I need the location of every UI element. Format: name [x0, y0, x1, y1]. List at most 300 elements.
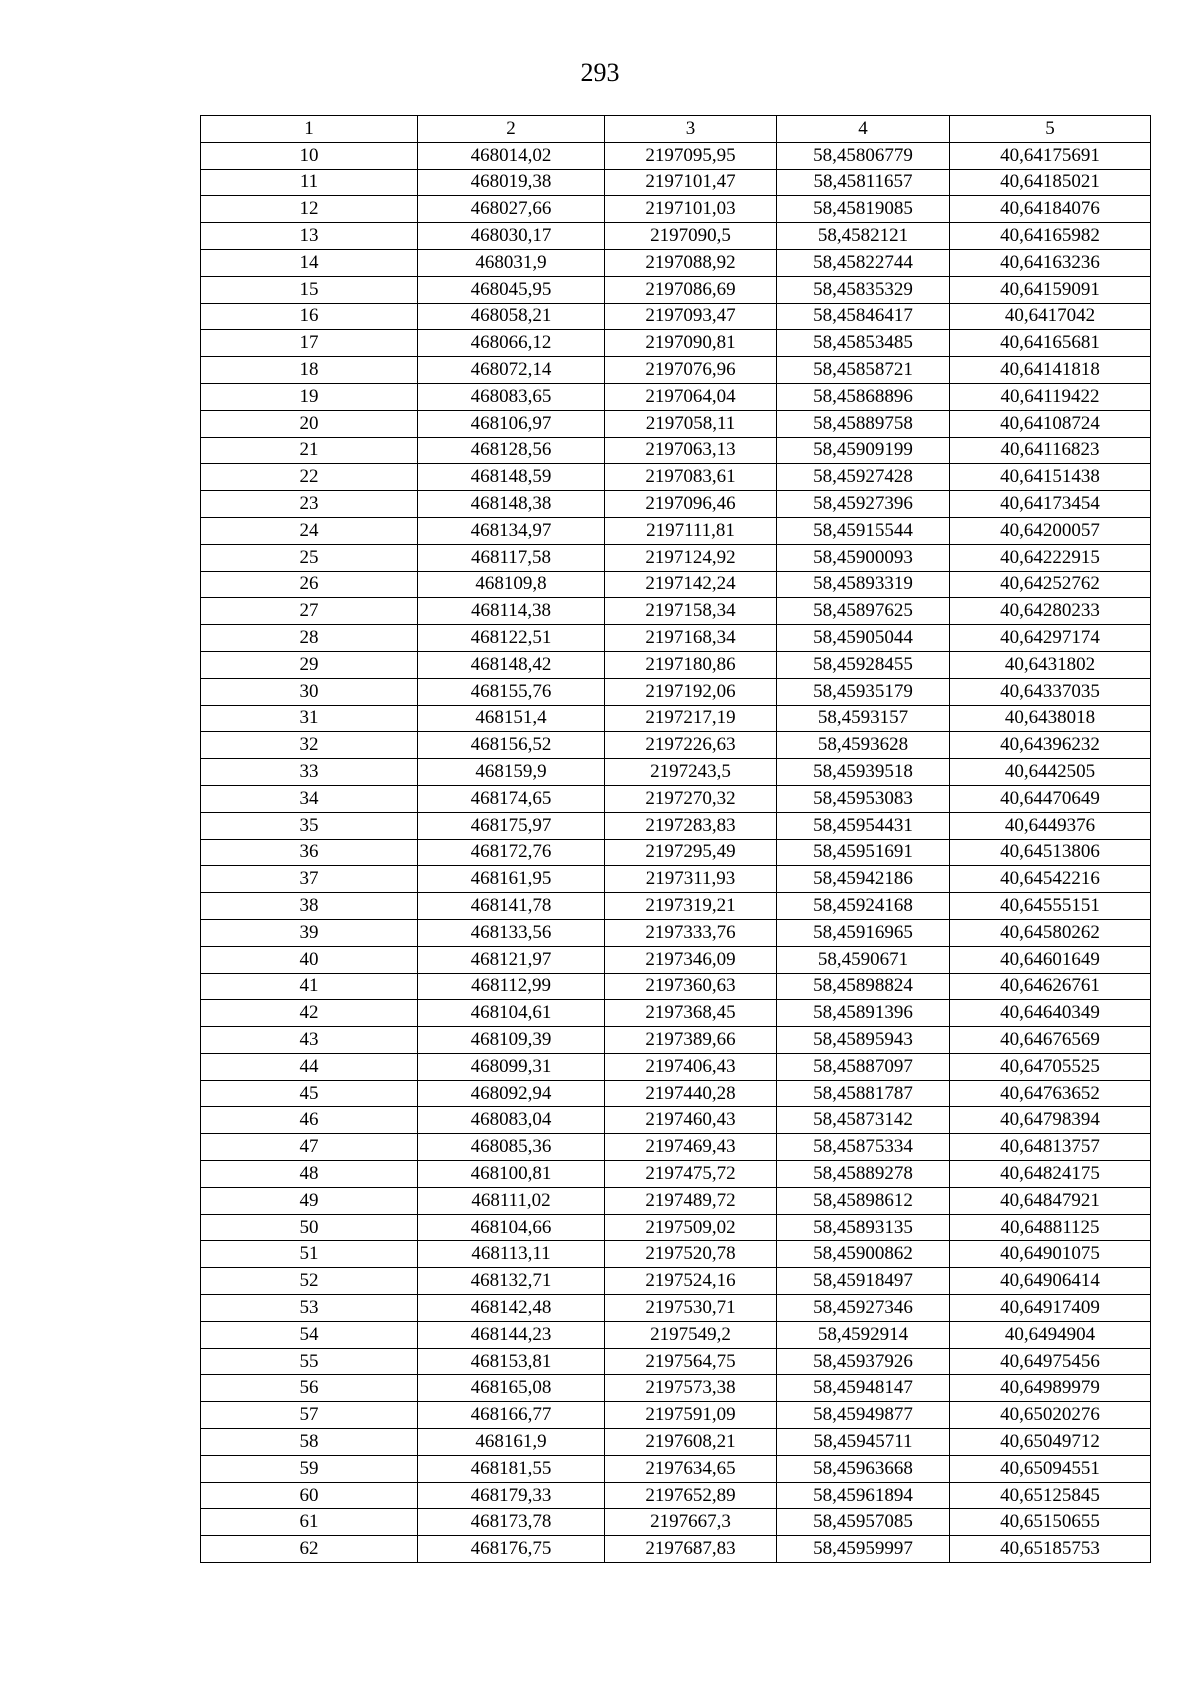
longitude-cell: 40,64989979 [950, 1375, 1151, 1402]
latitude-cell: 58,45897625 [777, 598, 950, 625]
x-coordinate-cell: 468030,17 [418, 223, 605, 250]
x-coordinate-cell: 468153,81 [418, 1348, 605, 1375]
longitude-cell: 40,64184076 [950, 196, 1151, 223]
point-number-cell: 14 [201, 249, 418, 276]
latitude-cell: 58,45961894 [777, 1482, 950, 1509]
point-number-cell: 43 [201, 1027, 418, 1054]
latitude-cell: 58,45806779 [777, 142, 950, 169]
point-number-cell: 11 [201, 169, 418, 196]
table-row [201, 491, 1151, 518]
x-coordinate-cell: 468128,56 [418, 437, 605, 464]
column-header-4: 4 [777, 116, 950, 143]
y-coordinate-cell: 2197549,2 [605, 1321, 777, 1348]
point-number-cell: 57 [201, 1402, 418, 1429]
point-number-cell: 12 [201, 196, 418, 223]
point-number-cell: 36 [201, 839, 418, 866]
y-coordinate-cell: 2197520,78 [605, 1241, 777, 1268]
x-coordinate-cell: 468104,66 [418, 1214, 605, 1241]
x-coordinate-cell: 468148,59 [418, 464, 605, 491]
longitude-cell: 40,64975456 [950, 1348, 1151, 1375]
x-coordinate-cell: 468109,39 [418, 1027, 605, 1054]
longitude-cell: 40,64297174 [950, 625, 1151, 652]
longitude-cell: 40,64151438 [950, 464, 1151, 491]
y-coordinate-cell: 2197101,03 [605, 196, 777, 223]
point-number-cell: 50 [201, 1214, 418, 1241]
point-number-cell: 28 [201, 625, 418, 652]
table-row [201, 893, 1151, 920]
x-coordinate-cell: 468031,9 [418, 249, 605, 276]
point-number-cell: 37 [201, 866, 418, 893]
longitude-cell: 40,64222915 [950, 544, 1151, 571]
longitude-cell: 40,6438018 [950, 705, 1151, 732]
latitude-cell: 58,45945711 [777, 1429, 950, 1456]
latitude-cell: 58,4593157 [777, 705, 950, 732]
y-coordinate-cell: 2197652,89 [605, 1482, 777, 1509]
x-coordinate-cell: 468148,42 [418, 651, 605, 678]
longitude-cell: 40,6449376 [950, 812, 1151, 839]
y-coordinate-cell: 2197389,66 [605, 1027, 777, 1054]
x-coordinate-cell: 468161,95 [418, 866, 605, 893]
x-coordinate-cell: 468092,94 [418, 1080, 605, 1107]
latitude-cell: 58,45889758 [777, 410, 950, 437]
longitude-cell: 40,65150655 [950, 1509, 1151, 1536]
table-row [201, 276, 1151, 303]
longitude-cell: 40,64163236 [950, 249, 1151, 276]
x-coordinate-cell: 468109,8 [418, 571, 605, 598]
latitude-cell: 58,4582121 [777, 223, 950, 250]
latitude-cell: 58,45924168 [777, 893, 950, 920]
x-coordinate-cell: 468085,36 [418, 1134, 605, 1161]
table-row [201, 1187, 1151, 1214]
table-row [201, 571, 1151, 598]
y-coordinate-cell: 2197311,93 [605, 866, 777, 893]
table-row [201, 437, 1151, 464]
table-row [201, 1053, 1151, 1080]
longitude-cell: 40,64165681 [950, 330, 1151, 357]
y-coordinate-cell: 2197090,81 [605, 330, 777, 357]
x-coordinate-cell: 468104,61 [418, 1000, 605, 1027]
longitude-cell: 40,64601649 [950, 946, 1151, 973]
x-coordinate-cell: 468112,99 [418, 973, 605, 1000]
point-number-cell: 42 [201, 1000, 418, 1027]
latitude-cell: 58,45895943 [777, 1027, 950, 1054]
table-row [201, 223, 1151, 250]
longitude-cell: 40,64640349 [950, 1000, 1151, 1027]
latitude-cell: 58,45893319 [777, 571, 950, 598]
point-number-cell: 52 [201, 1268, 418, 1295]
y-coordinate-cell: 2197368,45 [605, 1000, 777, 1027]
table-row [201, 1455, 1151, 1482]
y-coordinate-cell: 2197346,09 [605, 946, 777, 973]
x-coordinate-cell: 468144,23 [418, 1321, 605, 1348]
latitude-cell: 58,45887097 [777, 1053, 950, 1080]
longitude-cell: 40,65020276 [950, 1402, 1151, 1429]
longitude-cell: 40,64252762 [950, 571, 1151, 598]
x-coordinate-cell: 468176,75 [418, 1536, 605, 1563]
point-number-cell: 53 [201, 1295, 418, 1322]
y-coordinate-cell: 2197360,63 [605, 973, 777, 1000]
column-header-2: 2 [418, 116, 605, 143]
coordinates-table-body [201, 116, 1151, 1563]
table-row [201, 973, 1151, 1000]
table-row [201, 1321, 1151, 1348]
y-coordinate-cell: 2197088,92 [605, 249, 777, 276]
table-row [201, 357, 1151, 384]
table-row [201, 196, 1151, 223]
x-coordinate-cell: 468132,71 [418, 1268, 605, 1295]
longitude-cell: 40,64626761 [950, 973, 1151, 1000]
latitude-cell: 58,45935179 [777, 678, 950, 705]
latitude-cell: 58,45875334 [777, 1134, 950, 1161]
latitude-cell: 58,45927428 [777, 464, 950, 491]
latitude-cell: 58,45905044 [777, 625, 950, 652]
point-number-cell: 33 [201, 759, 418, 786]
y-coordinate-cell: 2197093,47 [605, 303, 777, 330]
y-coordinate-cell: 2197058,11 [605, 410, 777, 437]
x-coordinate-cell: 468114,38 [418, 598, 605, 625]
table-row [201, 1268, 1151, 1295]
x-coordinate-cell: 468072,14 [418, 357, 605, 384]
latitude-cell: 58,45893135 [777, 1214, 950, 1241]
y-coordinate-cell: 2197217,19 [605, 705, 777, 732]
table-row [201, 1214, 1151, 1241]
x-coordinate-cell: 468172,76 [418, 839, 605, 866]
y-coordinate-cell: 2197226,63 [605, 732, 777, 759]
longitude-cell: 40,64906414 [950, 1268, 1151, 1295]
latitude-cell: 58,45957085 [777, 1509, 950, 1536]
latitude-cell: 58,45891396 [777, 1000, 950, 1027]
latitude-cell: 58,45898824 [777, 973, 950, 1000]
x-coordinate-cell: 468156,52 [418, 732, 605, 759]
table-row [201, 1429, 1151, 1456]
x-coordinate-cell: 468179,33 [418, 1482, 605, 1509]
y-coordinate-cell: 2197608,21 [605, 1429, 777, 1456]
y-coordinate-cell: 2197295,49 [605, 839, 777, 866]
y-coordinate-cell: 2197168,34 [605, 625, 777, 652]
y-coordinate-cell: 2197076,96 [605, 357, 777, 384]
table-row [201, 1536, 1151, 1563]
x-coordinate-cell: 468027,66 [418, 196, 605, 223]
y-coordinate-cell: 2197573,38 [605, 1375, 777, 1402]
y-coordinate-cell: 2197180,86 [605, 651, 777, 678]
longitude-cell: 40,65125845 [950, 1482, 1151, 1509]
point-number-cell: 61 [201, 1509, 418, 1536]
longitude-cell: 40,65094551 [950, 1455, 1151, 1482]
x-coordinate-cell: 468045,95 [418, 276, 605, 303]
table-row [201, 1482, 1151, 1509]
table-row [201, 169, 1151, 196]
point-number-cell: 56 [201, 1375, 418, 1402]
y-coordinate-cell: 2197489,72 [605, 1187, 777, 1214]
latitude-cell: 58,45889278 [777, 1161, 950, 1188]
longitude-cell: 40,64705525 [950, 1053, 1151, 1080]
longitude-cell: 40,64580262 [950, 919, 1151, 946]
longitude-cell: 40,64141818 [950, 357, 1151, 384]
table-row [201, 1107, 1151, 1134]
latitude-cell: 58,45916965 [777, 919, 950, 946]
x-coordinate-cell: 468134,97 [418, 517, 605, 544]
point-number-cell: 20 [201, 410, 418, 437]
x-coordinate-cell: 468161,9 [418, 1429, 605, 1456]
point-number-cell: 18 [201, 357, 418, 384]
y-coordinate-cell: 2197063,13 [605, 437, 777, 464]
table-row [201, 598, 1151, 625]
table-row [201, 410, 1151, 437]
point-number-cell: 19 [201, 383, 418, 410]
table-row [201, 1161, 1151, 1188]
latitude-cell: 58,4590671 [777, 946, 950, 973]
table-row [201, 303, 1151, 330]
latitude-cell: 58,45951691 [777, 839, 950, 866]
point-number-cell: 45 [201, 1080, 418, 1107]
latitude-cell: 58,45846417 [777, 303, 950, 330]
latitude-cell: 58,4592914 [777, 1321, 950, 1348]
point-number-cell: 47 [201, 1134, 418, 1161]
y-coordinate-cell: 2197090,5 [605, 223, 777, 250]
column-header-5: 5 [950, 116, 1151, 143]
x-coordinate-cell: 468175,97 [418, 812, 605, 839]
y-coordinate-cell: 2197270,32 [605, 785, 777, 812]
x-coordinate-cell: 468014,02 [418, 142, 605, 169]
latitude-cell: 58,45915544 [777, 517, 950, 544]
x-coordinate-cell: 468083,04 [418, 1107, 605, 1134]
point-number-cell: 10 [201, 142, 418, 169]
longitude-cell: 40,64847921 [950, 1187, 1151, 1214]
longitude-cell: 40,64280233 [950, 598, 1151, 625]
y-coordinate-cell: 2197440,28 [605, 1080, 777, 1107]
point-number-cell: 58 [201, 1429, 418, 1456]
longitude-cell: 40,6494904 [950, 1321, 1151, 1348]
latitude-cell: 58,45900862 [777, 1241, 950, 1268]
point-number-cell: 54 [201, 1321, 418, 1348]
point-number-cell: 27 [201, 598, 418, 625]
y-coordinate-cell: 2197083,61 [605, 464, 777, 491]
latitude-cell: 58,45858721 [777, 357, 950, 384]
x-coordinate-cell: 468133,56 [418, 919, 605, 946]
table-row [201, 1027, 1151, 1054]
longitude-cell: 40,64175691 [950, 142, 1151, 169]
y-coordinate-cell: 2197530,71 [605, 1295, 777, 1322]
table-row [201, 1348, 1151, 1375]
point-number-cell: 55 [201, 1348, 418, 1375]
table-row [201, 517, 1151, 544]
latitude-cell: 58,45811657 [777, 169, 950, 196]
table-row [201, 839, 1151, 866]
latitude-cell: 58,45942186 [777, 866, 950, 893]
point-number-cell: 13 [201, 223, 418, 250]
table-row [201, 785, 1151, 812]
longitude-cell: 40,64108724 [950, 410, 1151, 437]
latitude-cell: 58,45918497 [777, 1268, 950, 1295]
x-coordinate-cell: 468117,58 [418, 544, 605, 571]
latitude-cell: 58,45963668 [777, 1455, 950, 1482]
table-row [201, 651, 1151, 678]
x-coordinate-cell: 468019,38 [418, 169, 605, 196]
table-row [201, 330, 1151, 357]
y-coordinate-cell: 2197564,75 [605, 1348, 777, 1375]
latitude-cell: 58,45835329 [777, 276, 950, 303]
point-number-cell: 30 [201, 678, 418, 705]
latitude-cell: 58,45959997 [777, 1536, 950, 1563]
longitude-cell: 40,64159091 [950, 276, 1151, 303]
table-row [201, 249, 1151, 276]
point-number-cell: 44 [201, 1053, 418, 1080]
longitude-cell: 40,64185021 [950, 169, 1151, 196]
point-number-cell: 15 [201, 276, 418, 303]
longitude-cell: 40,64917409 [950, 1295, 1151, 1322]
latitude-cell: 58,45853485 [777, 330, 950, 357]
point-number-cell: 51 [201, 1241, 418, 1268]
point-number-cell: 60 [201, 1482, 418, 1509]
y-coordinate-cell: 2197142,24 [605, 571, 777, 598]
page-number: 293 [580, 58, 620, 87]
y-coordinate-cell: 2197101,47 [605, 169, 777, 196]
latitude-cell: 58,45953083 [777, 785, 950, 812]
y-coordinate-cell: 2197509,02 [605, 1214, 777, 1241]
longitude-cell: 40,64798394 [950, 1107, 1151, 1134]
table-row [201, 1402, 1151, 1429]
point-number-cell: 32 [201, 732, 418, 759]
y-coordinate-cell: 2197158,34 [605, 598, 777, 625]
point-number-cell: 21 [201, 437, 418, 464]
table-row [201, 946, 1151, 973]
latitude-cell: 58,4593628 [777, 732, 950, 759]
table-row [201, 625, 1151, 652]
point-number-cell: 29 [201, 651, 418, 678]
longitude-cell: 40,65049712 [950, 1429, 1151, 1456]
longitude-cell: 40,64676569 [950, 1027, 1151, 1054]
y-coordinate-cell: 2197192,06 [605, 678, 777, 705]
x-coordinate-cell: 468099,31 [418, 1053, 605, 1080]
latitude-cell: 58,45898612 [777, 1187, 950, 1214]
table-row [201, 1295, 1151, 1322]
y-coordinate-cell: 2197591,09 [605, 1402, 777, 1429]
point-number-cell: 41 [201, 973, 418, 1000]
longitude-cell: 40,64542216 [950, 866, 1151, 893]
y-coordinate-cell: 2197096,46 [605, 491, 777, 518]
point-number-cell: 34 [201, 785, 418, 812]
latitude-cell: 58,45927396 [777, 491, 950, 518]
latitude-cell: 58,45900093 [777, 544, 950, 571]
latitude-cell: 58,45939518 [777, 759, 950, 786]
longitude-cell: 40,6417042 [950, 303, 1151, 330]
x-coordinate-cell: 468121,97 [418, 946, 605, 973]
x-coordinate-cell: 468141,78 [418, 893, 605, 920]
point-number-cell: 24 [201, 517, 418, 544]
table-row [201, 678, 1151, 705]
point-number-cell: 39 [201, 919, 418, 946]
x-coordinate-cell: 468159,9 [418, 759, 605, 786]
y-coordinate-cell: 2197064,04 [605, 383, 777, 410]
x-coordinate-cell: 468106,97 [418, 410, 605, 437]
longitude-cell: 40,64116823 [950, 437, 1151, 464]
point-number-cell: 35 [201, 812, 418, 839]
y-coordinate-cell: 2197460,43 [605, 1107, 777, 1134]
longitude-cell: 40,6442505 [950, 759, 1151, 786]
x-coordinate-cell: 468165,08 [418, 1375, 605, 1402]
x-coordinate-cell: 468122,51 [418, 625, 605, 652]
longitude-cell: 40,64173454 [950, 491, 1151, 518]
point-number-cell: 25 [201, 544, 418, 571]
latitude-cell: 58,45948147 [777, 1375, 950, 1402]
longitude-cell: 40,64165982 [950, 223, 1151, 250]
longitude-cell: 40,6431802 [950, 651, 1151, 678]
point-number-cell: 49 [201, 1187, 418, 1214]
latitude-cell: 58,45822744 [777, 249, 950, 276]
longitude-cell: 40,64513806 [950, 839, 1151, 866]
longitude-cell: 40,64813757 [950, 1134, 1151, 1161]
point-number-cell: 26 [201, 571, 418, 598]
longitude-cell: 40,64119422 [950, 383, 1151, 410]
longitude-cell: 40,64824175 [950, 1161, 1151, 1188]
table-row [201, 812, 1151, 839]
point-number-cell: 59 [201, 1455, 418, 1482]
x-coordinate-cell: 468173,78 [418, 1509, 605, 1536]
longitude-cell: 40,64337035 [950, 678, 1151, 705]
latitude-cell: 58,45954431 [777, 812, 950, 839]
table-row [201, 383, 1151, 410]
point-number-cell: 40 [201, 946, 418, 973]
latitude-cell: 58,45937926 [777, 1348, 950, 1375]
longitude-cell: 40,64470649 [950, 785, 1151, 812]
y-coordinate-cell: 2197469,43 [605, 1134, 777, 1161]
latitude-cell: 58,45873142 [777, 1107, 950, 1134]
x-coordinate-cell: 468166,77 [418, 1402, 605, 1429]
point-number-cell: 48 [201, 1161, 418, 1188]
table-row [201, 919, 1151, 946]
longitude-cell: 40,64396232 [950, 732, 1151, 759]
table-row [201, 1375, 1151, 1402]
x-coordinate-cell: 468100,81 [418, 1161, 605, 1188]
point-number-cell: 62 [201, 1536, 418, 1563]
point-number-cell: 23 [201, 491, 418, 518]
y-coordinate-cell: 2197111,81 [605, 517, 777, 544]
y-coordinate-cell: 2197667,3 [605, 1509, 777, 1536]
latitude-cell: 58,45928455 [777, 651, 950, 678]
table-row [201, 142, 1151, 169]
point-number-cell: 16 [201, 303, 418, 330]
column-header-1: 1 [201, 116, 418, 143]
table-row [201, 1134, 1151, 1161]
point-number-cell: 31 [201, 705, 418, 732]
latitude-cell: 58,45927346 [777, 1295, 950, 1322]
x-coordinate-cell: 468151,4 [418, 705, 605, 732]
x-coordinate-cell: 468083,65 [418, 383, 605, 410]
point-number-cell: 17 [201, 330, 418, 357]
y-coordinate-cell: 2197283,83 [605, 812, 777, 839]
table-row [201, 464, 1151, 491]
y-coordinate-cell: 2197095,95 [605, 142, 777, 169]
x-coordinate-cell: 468142,48 [418, 1295, 605, 1322]
x-coordinate-cell: 468174,65 [418, 785, 605, 812]
y-coordinate-cell: 2197086,69 [605, 276, 777, 303]
longitude-cell: 40,64555151 [950, 893, 1151, 920]
coordinates-table [200, 115, 1151, 1563]
x-coordinate-cell: 468113,11 [418, 1241, 605, 1268]
x-coordinate-cell: 468066,12 [418, 330, 605, 357]
table-row [201, 1080, 1151, 1107]
point-number-cell: 46 [201, 1107, 418, 1134]
y-coordinate-cell: 2197406,43 [605, 1053, 777, 1080]
x-coordinate-cell: 468155,76 [418, 678, 605, 705]
y-coordinate-cell: 2197687,83 [605, 1536, 777, 1563]
longitude-cell: 40,65185753 [950, 1536, 1151, 1563]
latitude-cell: 58,45868896 [777, 383, 950, 410]
latitude-cell: 58,45949877 [777, 1402, 950, 1429]
point-number-cell: 22 [201, 464, 418, 491]
table-row [201, 732, 1151, 759]
x-coordinate-cell: 468181,55 [418, 1455, 605, 1482]
